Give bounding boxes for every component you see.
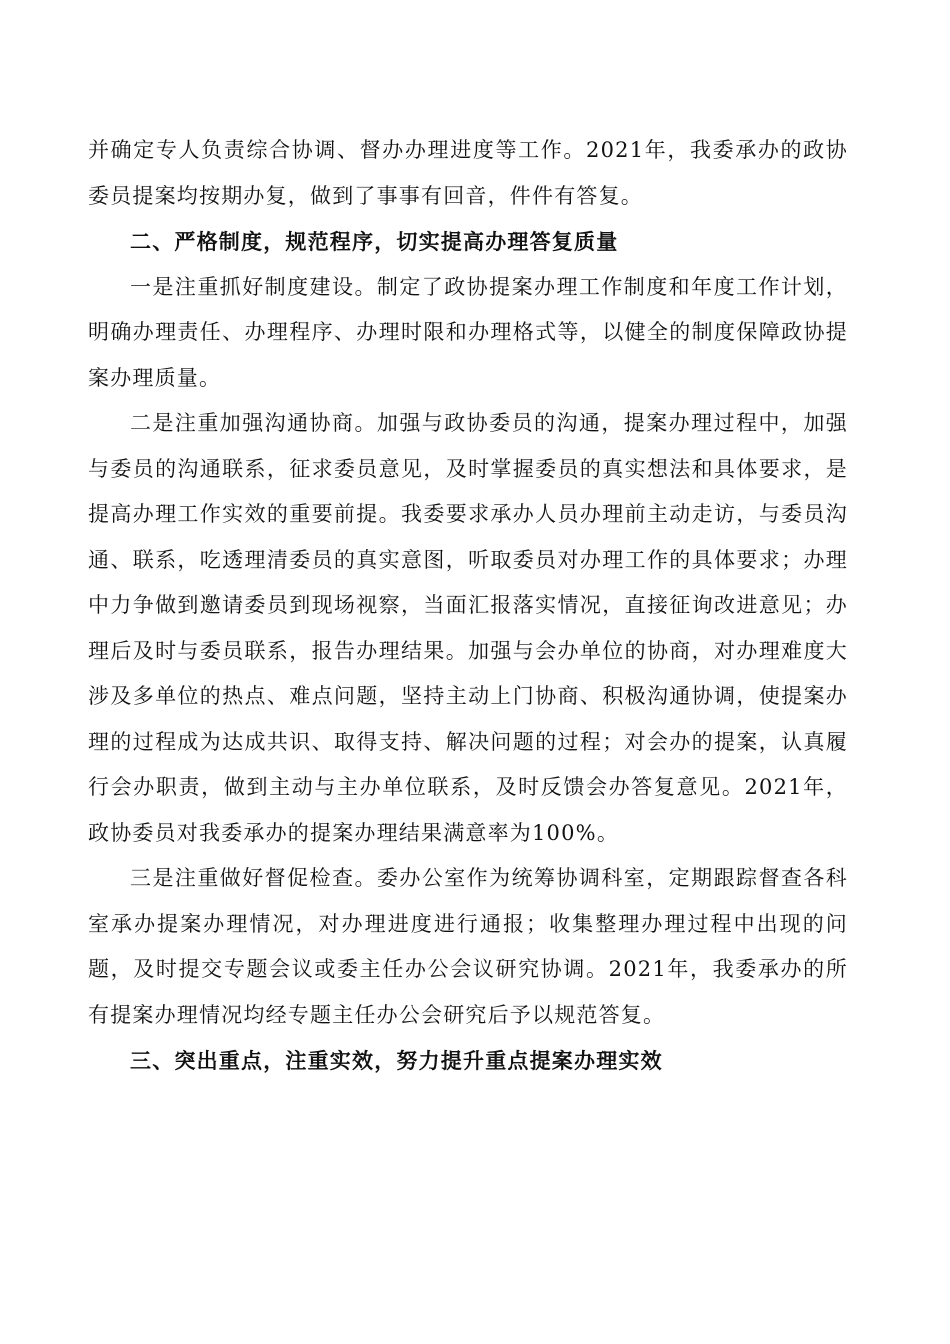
paragraph-communication: 二是注重加强沟通协商。加强与政协委员的沟通，提案办理过程中，加强与委员的沟通联系，征求委员意见，及时掌握委员的真实想法和具体要求，是提高办理工作实效的重要前提。我委要求承办人员办理前主动走访，与委员沟通、联系，吃透理清委员的真实意图，听取委员对办理工作的具体要求；办理中力争做到邀请委员到现场视察，当面汇报落实情况，直接征询改进意见；办理后及时与委员联系，报告办理结果。加强与会办单位的协商，对办理难度大涉及多单位的热点、难点问题，坚持主动上门协商、积极沟通协调，使提案办理的过程成为达成共识、取得支持、解决问题的过程；对会办的提案，认真履行会办职责，做到主动与主办单位联系，及时反馈会办答复意见。2021年，政协委员对我委承办的提案办理结果满意率为100%。 (88, 411, 848, 845)
paragraph-continuation: 并确定专人负责综合协调、督办办理进度等工作。2021年，我委承办的政协委员提案均按期办复，做到了事事有回音，件件有答复。 (88, 138, 848, 208)
paragraph-supervision: 三是注重做好督促检查。委办公室作为统筹协调科室，定期跟踪督查各科室承办提案办理情况，对办理进度进行通报；收集整理办理过程中出现的问题，及时提交专题会议或委主任办公会议研究协调。2021年，我委承办的所有提案办理情况均经专题主任办公会研究后予以规范答复。 (88, 866, 848, 1027)
section-heading-2: 二、严格制度，规范程序，切实提高办理答复质量 (130, 229, 619, 254)
paragraph-system-building: 一是注重抓好制度建设。制定了政协提案办理工作制度和年度工作计划，明确办理责任、办理程序、办理时限和办理格式等，以健全的制度保障政协提案办理质量。 (88, 274, 848, 390)
document-page (88, 128, 848, 1084)
section-heading-3: 三、突出重点，注重实效，努力提升重点提案办理实效 (130, 1048, 663, 1073)
